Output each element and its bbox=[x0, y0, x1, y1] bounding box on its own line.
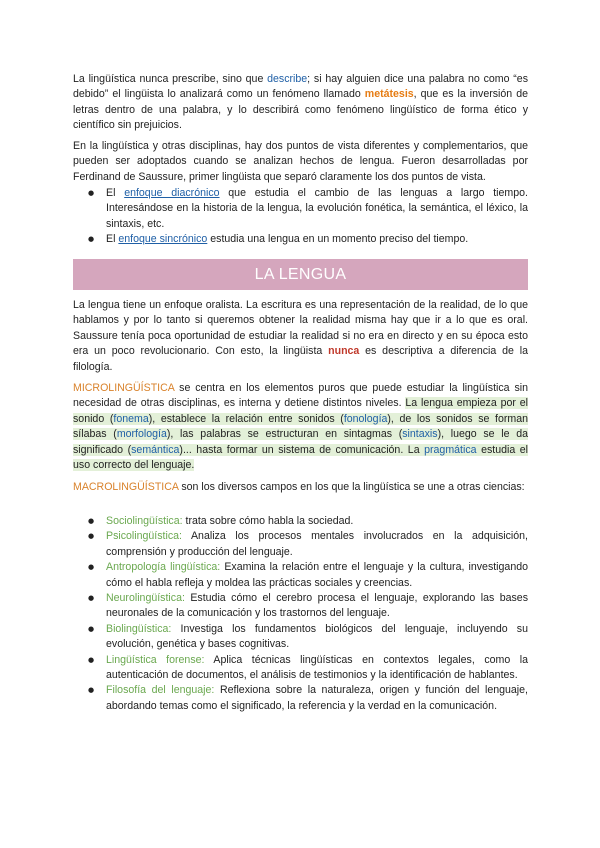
keyword-describe: describe bbox=[267, 73, 308, 85]
list-item: ● Lingüística forense: Aplica técnicas lingüísticas en contextos legales, como la autenticación de documentos, el análisis de testimonios y la identificación de hablantes. bbox=[73, 653, 528, 684]
term-sociolinguistica: Sociolingüística: bbox=[106, 515, 183, 527]
bullet-list-enfoques bbox=[73, 186, 528, 248]
paragraph-prescribe bbox=[73, 72, 528, 134]
term-macrolinguistica: MACROLINGÜÍSTICA bbox=[73, 481, 179, 493]
keyword-sintaxis: sintaxis bbox=[402, 428, 438, 441]
list-item: ● Psicolingüística: Analiza los procesos mentales involucrados en la adquisición, comprensión y producción del lenguaje. bbox=[73, 529, 528, 560]
list-item: ● Neurolingüística: Estudia cómo el cerebro procesa el lenguaje, explorando las bases neuronales de la comunicación y los trastornos del lenguaje. bbox=[73, 591, 528, 622]
text-run: En la lingüística y otras disciplinas, hay dos puntos de vista diferentes y complementarios, que pueden ser adoptados cuando se analizan hechos de lengua. Fueron desarrolladas por Ferdinand de Saussure, primer lingüista que separó claramente los dos puntos de vista. bbox=[73, 140, 528, 183]
highlighted-text: La lengua empieza por el sonido (fonema), establece la relación entre sonidos (fonología), de los sonidos se forman sílabas (morfología), las palabras se estructuran en sintagmas (sintaxis), luego se le da significado (semántica)... hasta formar un sistema de comunicación. La pragmática estudia el uso correcto del lenguaje. bbox=[73, 397, 529, 472]
keyword-pragmatica: pragmática bbox=[424, 443, 477, 456]
term-psicolinguistica: Psicolingüística: bbox=[106, 530, 182, 543]
list-item: ● Antropología lingüística: Examina la relación entre el lenguaje y la cultura, investigando cómo el habla refleja y moldea las prácticas sociales y creencias. bbox=[73, 560, 528, 591]
link-enfoque-diacronico[interactable]: enfoque diacrónico bbox=[124, 187, 220, 199]
list-item: ● Filosofía del lenguaje: Reflexiona sobre la naturaleza, origen y función del lenguaje, abordando temas como el significado, la referencia y la verdad en la comunicación. bbox=[73, 683, 528, 714]
paragraph-oralista bbox=[73, 298, 528, 375]
list-item: ● El enfoque sincrónico estudia una lengua en un momento preciso del tiempo. bbox=[73, 232, 528, 247]
text-run: es descriptiva a diferencia de la filología. bbox=[73, 345, 528, 373]
link-enfoque-sincronico[interactable]: enfoque sincrónico bbox=[118, 233, 208, 246]
keyword-nunca: nunca bbox=[328, 345, 360, 358]
text-run: La lengua tiene un enfoque oralista. La escritura es una representación de la realidad, de lo que hablamos y por lo tanto si queremos obtener la realidad misma hay que ir a lo que es oral. Saussure tenía poca oportunidad de estudiar la realidad si no era en directo y en su época esto era un poco revolucionario. Con esto, la lingüista bbox=[73, 299, 528, 358]
keyword-morfologia: morfología bbox=[116, 428, 167, 441]
text-run: ; si hay alguien dice una palabra no como “es debido” el lingüista lo analizará como un fenómeno llamado bbox=[73, 73, 528, 101]
list-item: ● El enfoque diacrónico que estudia el cambio de las lenguas a largo tiempo. Interesándose en la historia de la lengua, la evolución fonética, la semántica, el léxico, la sintaxis, etc. bbox=[73, 186, 528, 232]
list-item: ● Sociolingüística: trata sobre cómo habla la sociedad. bbox=[73, 514, 528, 529]
term-biolinguistica: Biolingüística: bbox=[106, 622, 172, 635]
keyword-semantica: semántica bbox=[131, 443, 180, 456]
term-filosofia-del-lenguaje: Filosofía del lenguaje: bbox=[106, 684, 215, 697]
paragraph-macrolinguistica bbox=[73, 480, 528, 495]
paragraph-microlinguistica bbox=[73, 381, 528, 473]
paragraph-saussure bbox=[73, 139, 528, 185]
text-run: , que es la inversión de letras dentro de una palabra, y lo describirá como fenómeno lingüístico de forma ético y científico sin prejuicios. bbox=[73, 88, 528, 132]
list-item: ● Biolingüística: Investiga los fundamentos biológicos del lenguaje, incluyendo su evolución, genética y bases cognitivas. bbox=[73, 622, 528, 653]
keyword-fonologia: fonología bbox=[343, 412, 388, 425]
text-run: se centra en los elementos puros que puede estudiar la lingüística sin necesidad de otras disciplinas, es interna y detiene distintos niveles. bbox=[73, 382, 528, 410]
text-run: La lingüística nunca prescribe, sino que bbox=[73, 73, 268, 85]
term-linguistica-forense: Lingüística forense: bbox=[106, 653, 205, 666]
keyword-metatesis: metátesis bbox=[364, 88, 414, 101]
term-neurolinguistica: Neurolingüística: bbox=[106, 592, 185, 605]
text-run: son los diversos campos en los que la lingüística se une a otras ciencias: bbox=[178, 481, 525, 493]
term-antropologia-linguistica: Antropología lingüística: bbox=[106, 561, 221, 574]
keyword-fonema: fonema bbox=[113, 412, 149, 425]
bullet-list-macrolinguistica bbox=[73, 514, 528, 714]
term-microlinguistica: MICROLINGÜÍSTICA bbox=[73, 382, 175, 394]
section-heading-la-lengua: LA LENGUA bbox=[73, 259, 528, 290]
